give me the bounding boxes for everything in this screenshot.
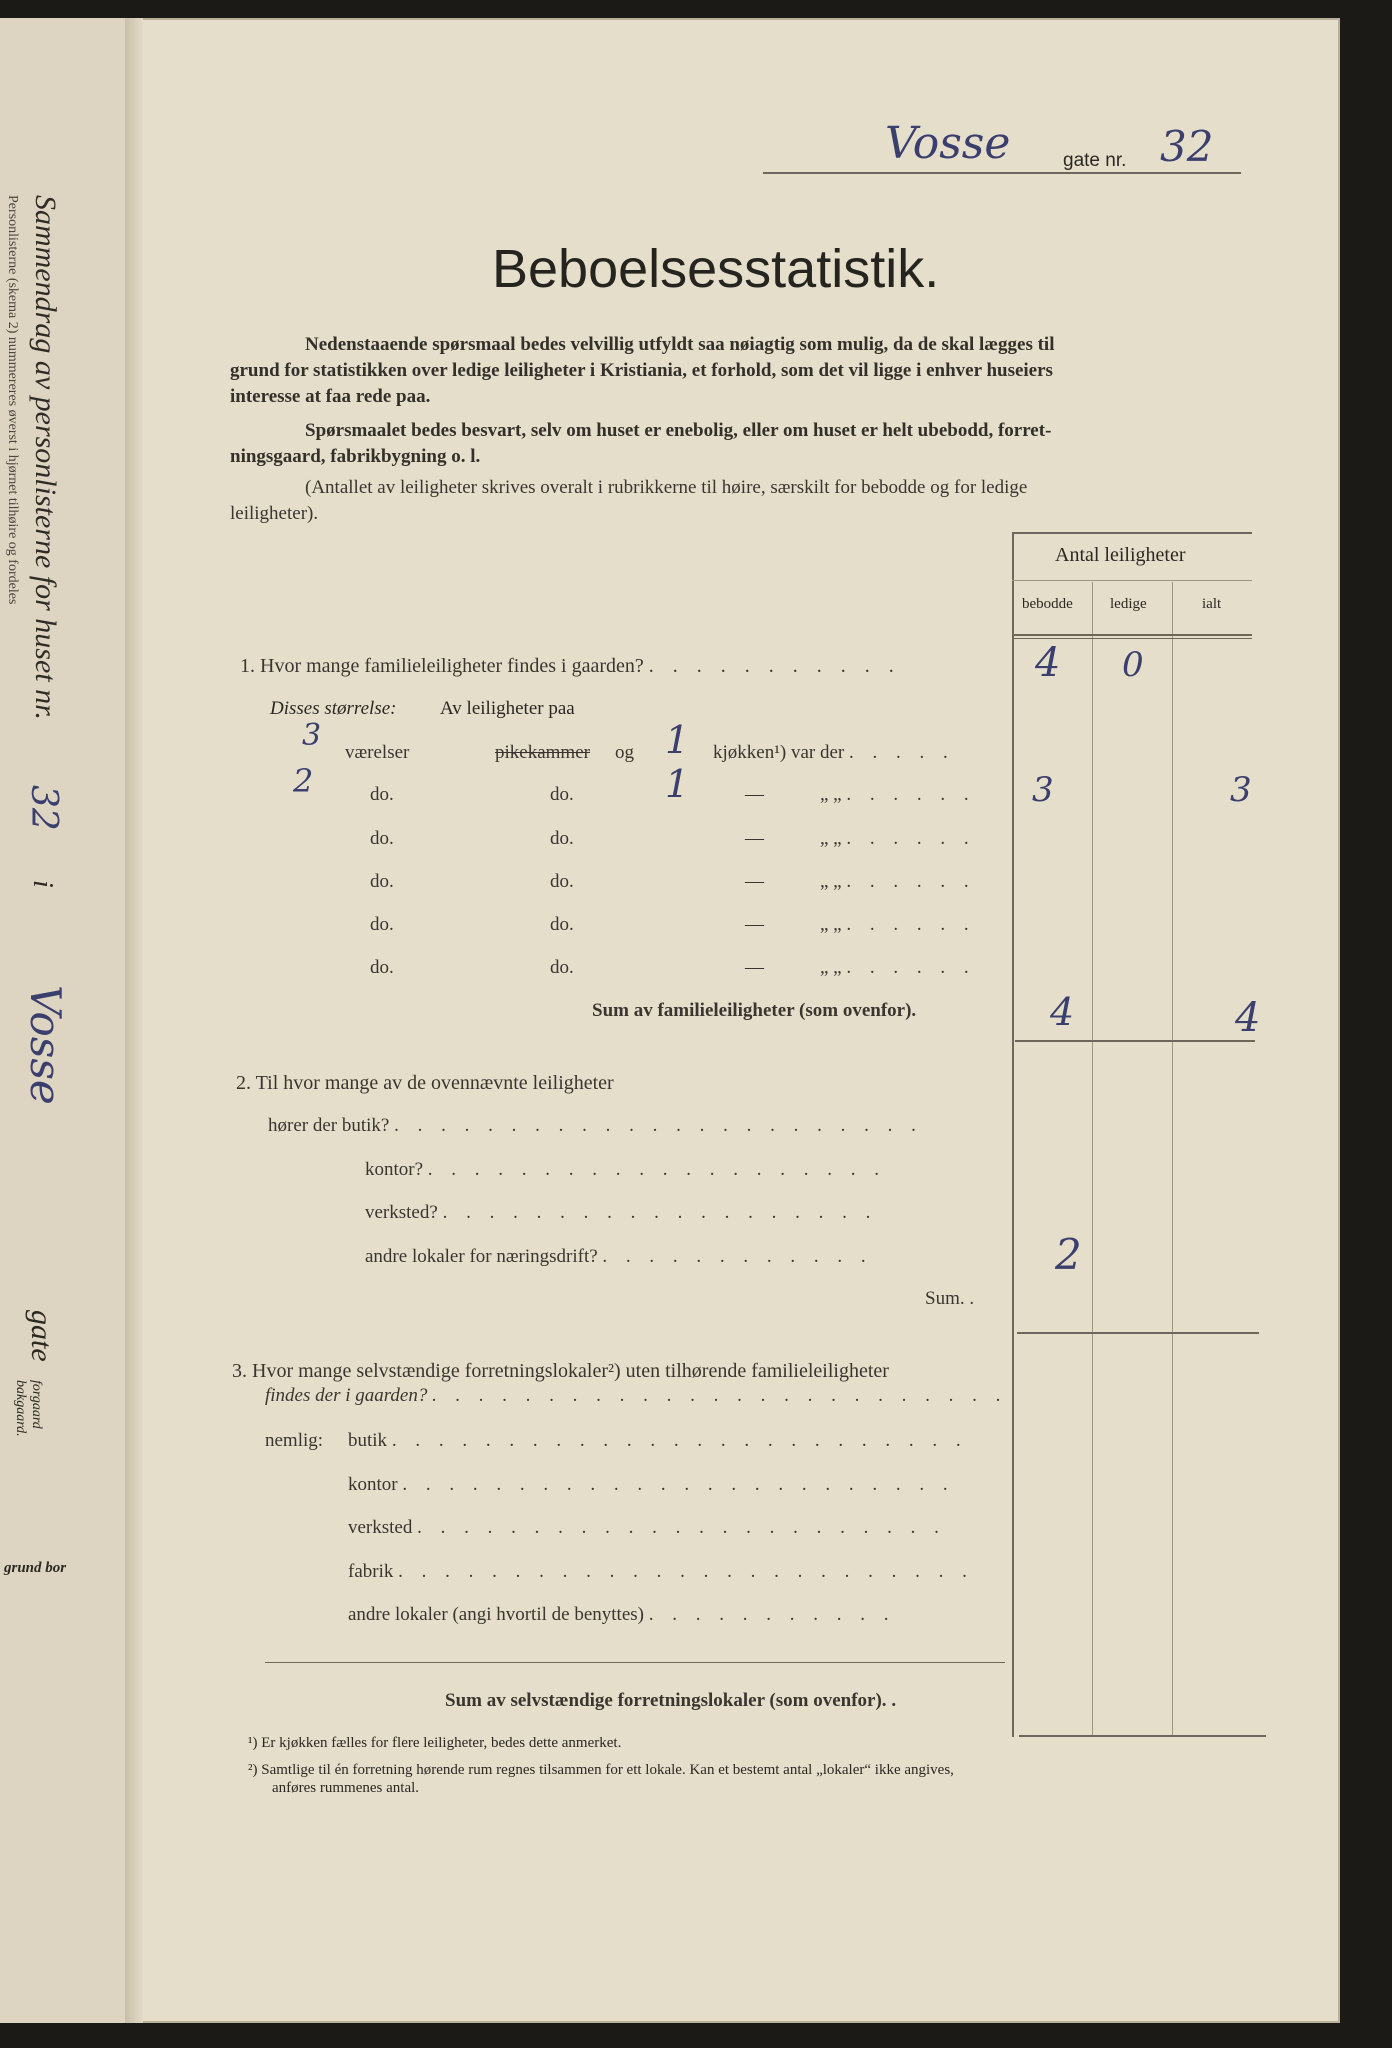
- q3-sum: Sum av selvstændige forretningslokaler (som ovenfor). .: [445, 1690, 897, 1711]
- q1-row1-og: og: [615, 742, 634, 763]
- intro-line-2: grund for statistikken over ledige leiligheter i Kristiania, et forhold, som det vil ligge i enhver huseiers: [230, 360, 1053, 381]
- table-header-main: Antal leiligheter: [1055, 544, 1186, 566]
- margin-vertical-number: 32: [23, 785, 64, 831]
- q1-bebodde-value: 4: [1035, 640, 1061, 686]
- q1-row6-do2: do.: [550, 957, 574, 978]
- margin-bakgaard: bakgaard.: [13, 1380, 28, 1437]
- footnote-2a: ²) Samtlige til én forretning hørende rum regnes tilsammen for ett lokale. Kan et bestemt antal „lokaler“ ikke angives,: [248, 1762, 954, 1778]
- table-header-ialt: ialt: [1202, 596, 1222, 612]
- q1-row5-do2: do.: [550, 914, 574, 935]
- q1-row2-ialt: 3: [1230, 770, 1252, 810]
- q1-row3-do2: do.: [550, 828, 574, 849]
- q1-row2-quotes: „ „ . . . . . .: [820, 784, 976, 805]
- q1-row6-quotes: „ „ . . . . . .: [820, 957, 976, 978]
- table-header-bottom-rule: [1012, 634, 1252, 636]
- q3-separator: [265, 1662, 1005, 1663]
- q3-butik: butik . . . . . . . . . . . . . . . . . . . . . . . . .: [348, 1430, 968, 1451]
- gate-number-label: gate nr.: [1063, 150, 1127, 171]
- margin-grund-bor: grund bor: [4, 1560, 67, 1576]
- q1-row4-quotes: „ „ . . . . . .: [820, 871, 976, 892]
- q1-row3-dash: —: [745, 828, 764, 849]
- q1-row1-kitchen: 1: [665, 718, 690, 762]
- q2-sum: Sum. .: [925, 1288, 975, 1309]
- q1-sum-label: Sum av familieleiligheter (som ovenfor).: [592, 1000, 917, 1021]
- q1-row2-rooms: 2: [293, 762, 314, 800]
- table-header-bottom-rule-2: [1012, 638, 1252, 639]
- intro-line-7: leiligheter).: [230, 503, 319, 524]
- q3-label-1: 3. Hvor mange selvstændige forretningslokaler²) uten tilhørende familieleiligheter: [232, 1360, 889, 1382]
- q1-row3-do1: do.: [370, 828, 394, 849]
- q3-sum-rule: [1019, 1735, 1266, 1737]
- q1-row5-do1: do.: [370, 914, 394, 935]
- q2-butik: hører der butik? . . . . . . . . . . . . . . . . . . . . . . .: [268, 1115, 923, 1136]
- q1-row3-quotes: „ „ . . . . . .: [820, 828, 976, 849]
- margin-vertical-gate: gate: [25, 1310, 58, 1362]
- margin-vertical-street: Vosse: [21, 985, 70, 1105]
- table-top-rule: [1012, 532, 1252, 534]
- q1-row1-struck: pikekammer: [495, 742, 590, 763]
- q1-row2-dash: —: [745, 784, 764, 805]
- q2-verksted: verksted? . . . . . . . . . . . . . . . . . . .: [365, 1202, 878, 1223]
- intro-line-4: Spørsmaalet bedes besvart, selv om huset er enebolig, eller om huset er helt ubebodd, forret-: [305, 420, 1052, 441]
- q1-sum-bebodde: 4: [1050, 990, 1075, 1034]
- margin-small-text: Personlisterne (skema 2) nummereres øverst i hjørnet tilhøire og fordeles: [5, 195, 20, 605]
- q1-row1-rooms: 3: [302, 718, 322, 753]
- q3-andre: andre lokaler (angi hvortil de benyttes) . . . . . . . . . . .: [348, 1604, 896, 1625]
- table-left-border: [1012, 532, 1014, 1737]
- table-header-ledige: ledige: [1110, 596, 1147, 612]
- intro-line-1: Nedenstaaende spørsmaal bedes velvillig utfyldt saa nøiagtig som mulig, da de skal lægges til: [305, 334, 1055, 355]
- street-name-handwritten: Vosse: [885, 118, 1011, 169]
- q1-label: 1. Hvor mange familieleiligheter findes i gaarden? . . . . . . . . . . .: [240, 655, 901, 677]
- q3-kontor: kontor . . . . . . . . . . . . . . . . . . . . . . . .: [348, 1474, 955, 1495]
- intro-line-6: (Antallet av leiligheter skrives overalt i rubrikkerne til høire, særskilt for bebodde og for ledige: [305, 477, 1028, 498]
- q1-row6-dash: —: [745, 957, 764, 978]
- q1-row2-do2: do.: [550, 784, 574, 805]
- q1-row6-do1: do.: [370, 957, 394, 978]
- q1-row5-quotes: „ „ . . . . . .: [820, 914, 976, 935]
- q1-row5-dash: —: [745, 914, 764, 935]
- q3-verksted: verksted . . . . . . . . . . . . . . . . . . . . . . .: [348, 1517, 946, 1538]
- q1-row2-kitchen: 1: [665, 762, 690, 806]
- q2-label: 2. Til hvor mange av de ovennævnte leiligheter: [236, 1072, 614, 1094]
- q2-andre: andre lokaler for næringsdrift? . . . . . . . . . . . .: [365, 1246, 873, 1267]
- house-number-handwritten: 32: [1160, 122, 1214, 171]
- q1-row4-do2: do.: [550, 871, 574, 892]
- q2-kontor: kontor? . . . . . . . . . . . . . . . . . . . .: [365, 1159, 887, 1180]
- margin-vertical-title: Sammendrag av personlisterne for huset nr.: [29, 195, 62, 720]
- q1-sum-rule: [1015, 1040, 1255, 1042]
- q1-row1-text: værelser: [345, 742, 410, 763]
- q3-nemlig: nemlig:: [265, 1430, 324, 1451]
- q3-fabrik: fabrik . . . . . . . . . . . . . . . . . . . . . . . . .: [348, 1561, 974, 1582]
- q1-sizes-label-2: Av leiligheter paa: [440, 698, 575, 719]
- margin-forgaard: forgaard: [29, 1380, 44, 1429]
- intro-line-3: interesse at faa rede paa.: [230, 386, 431, 407]
- table-header-divider: [1012, 580, 1252, 581]
- q1-sizes-label: Disses størrelse:: [270, 698, 397, 719]
- q1-row4-dash: —: [745, 871, 764, 892]
- footnote-2b: anføres rummenes antal.: [272, 1780, 420, 1796]
- q1-row4-do1: do.: [370, 871, 394, 892]
- table-col-divider-2: [1172, 582, 1173, 1737]
- footnote-1: ¹) Er kjøkken fælles for flere leiligheter, bedes dette anmerket.: [248, 1735, 622, 1751]
- q2-sum-rule: [1017, 1332, 1259, 1334]
- q3-label-2: findes der i gaarden? . . . . . . . . . . . . . . . . . . . . . . . . .: [265, 1385, 1008, 1406]
- table-header-bebodde: bebodde: [1022, 596, 1073, 612]
- page-spine: [125, 18, 143, 2023]
- table-col-divider-1: [1092, 582, 1093, 1737]
- q1-ledige-value: 0: [1122, 645, 1144, 685]
- q1-row2-bebodde: 3: [1032, 770, 1054, 810]
- intro-line-5: ningsgaard, fabrikbygning o. l.: [230, 446, 481, 467]
- q2-andre-bebodde: 2: [1055, 1230, 1082, 1279]
- form-title: Beboelsesstatistik.: [492, 239, 940, 299]
- header-underline: [763, 172, 1241, 174]
- q1-row1-tail: kjøkken¹) var der . . . . .: [713, 742, 955, 763]
- margin-vertical-i: i: [27, 880, 58, 888]
- q1-row2-do1: do.: [370, 784, 394, 805]
- q1-sum-ialt: 4: [1235, 995, 1261, 1041]
